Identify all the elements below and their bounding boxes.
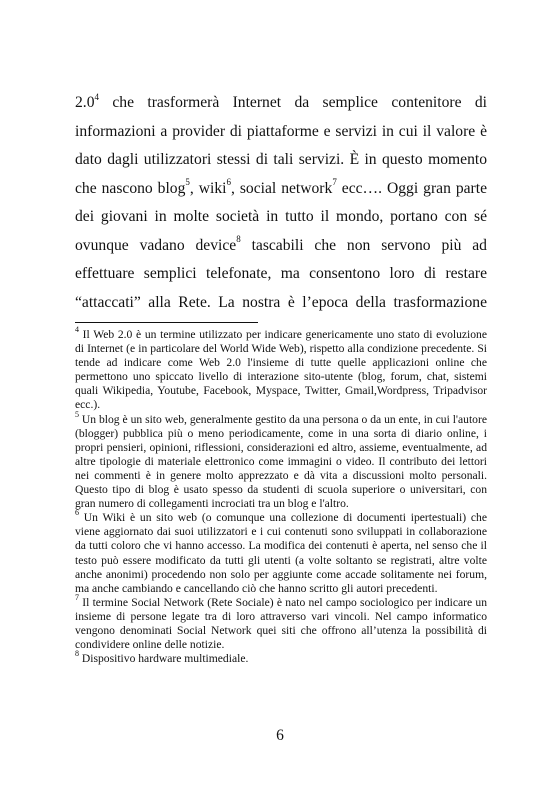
footnote-separator <box>75 322 258 323</box>
text-span: effettuare semplici telefonate, ma consentono loro di restare <box>75 265 487 282</box>
footnote-number: 7 <box>75 592 79 602</box>
text-span: 2.0 <box>75 94 95 111</box>
footnote-number: 8 <box>75 649 79 659</box>
text-span: tascabili che non servono più ad <box>240 236 487 254</box>
footnote-8 <box>75 649 487 666</box>
body-line <box>75 203 487 232</box>
body-line <box>75 175 487 204</box>
body-line <box>75 232 487 261</box>
footnote-text: Il Web 2.0 è un termine utilizzato per indicare genericamente uno stato di evoluzione di Internet (e in particolare del World Wide Web), rispetto alla condizione precedente. Si tende ad indicare come Web 2.0 l'insieme di tutte quelle applicazioni online che permettono uno spiccato livello di interazione sito-utente (blog, forum, chat, sistemi quali Wikipedia, Youtube, Facebook, Myspace, Twitter, Gmail,Wordpress, Tripadvisor ecc.). <box>75 328 487 412</box>
text-span: ovunque vadano device <box>75 236 237 254</box>
footnote-text: Un Wiki è un sito web (o comunque una collezione di documenti ipertestuali) che viene aggiornato dai suoi utilizzatori e i cui contenuti sono sviluppati in collaborazione da tutti coloro che vi hanno accesso. La modifica dei contenuti è aperta, nel senso che il testo può essere modificato da tutti gli utenti (a volte soltanto se registrati, altre volte anche anonimi) procedendo non solo per aggiunte come accade solitamente nei forum, ma anche cambiando e cancellando ciò che hanno scritto gli autori precedenti. <box>75 511 487 595</box>
footnote-7 <box>75 592 487 652</box>
text-span: , social network <box>231 179 333 197</box>
footnote-ref[interactable]: 4 <box>94 91 99 102</box>
footnote-ref[interactable]: 6 <box>226 177 231 188</box>
text-span: che trasformerà Internet da semplice contenitore di <box>99 94 487 111</box>
footnote-ref[interactable]: 5 <box>185 177 190 188</box>
text-span: dei giovani in molte società in tutto il mondo, portano con sé <box>75 208 487 225</box>
footnote-ref[interactable]: 7 <box>332 177 337 188</box>
text-span: informazioni a provider di piattaforme e servizi in cui il valore è <box>75 122 487 140</box>
footnote-number: 4 <box>75 325 79 335</box>
footnote-4 <box>75 325 487 413</box>
body-line <box>75 118 487 147</box>
body-line <box>75 146 487 175</box>
body-line <box>75 260 487 289</box>
footnote-number: 6 <box>75 508 79 518</box>
footnote-number: 5 <box>75 409 79 419</box>
text-span: “attaccati” alla Rete. La nostra è l’epoca della trasformazione <box>75 293 487 311</box>
text-span: dato dagli utilizzatori stessi di tali servizi. È in questo momento <box>75 151 487 168</box>
body-line <box>75 289 487 318</box>
body-paragraph <box>75 89 487 317</box>
footnotes <box>75 325 487 666</box>
footnote-ref[interactable]: 8 <box>236 234 241 245</box>
text-span: che nascono blog <box>75 179 186 197</box>
body-line <box>75 89 487 118</box>
page-number: 6 <box>276 727 284 744</box>
footnote-5 <box>75 409 487 512</box>
text-span: ecc…. Oggi gran parte <box>336 179 487 197</box>
footnote-text: Un blog è un sito web, generalmente gestito da una persona o da un ente, in cui l'autore (blogger) pubblica più o meno periodicamente, come in una sorta di diario online, i propri pensieri, opinioni, riflessioni, considerazioni ed altro, assieme, eventualmente, ad altre tipologie di materiale elettronico come immagini o video. Il contributo dei lettori nei commenti è in genere molto apprezzato e dà vita a discussioni molto personali. Questo tipo di blog è usato spesso da studenti di scuola superiore o universitari, con gran numero di collegamenti incrociati tra un blog e l'altro. <box>75 412 487 511</box>
footnote-6 <box>75 508 487 596</box>
text-span: , wiki <box>189 179 227 197</box>
footnote-text: Dispositivo hardware multimediale. <box>79 652 249 666</box>
footnote-text: Il termine Social Network (Rete Sociale) è nato nel campo sociologico per indicare un insieme di persone legate tra di loro attraverso vari vincoli. Nel campo informatico vengono denominati Social Network quei siti che offrono all’utenza la possibilità di condividere online delle notizie. <box>75 595 487 652</box>
